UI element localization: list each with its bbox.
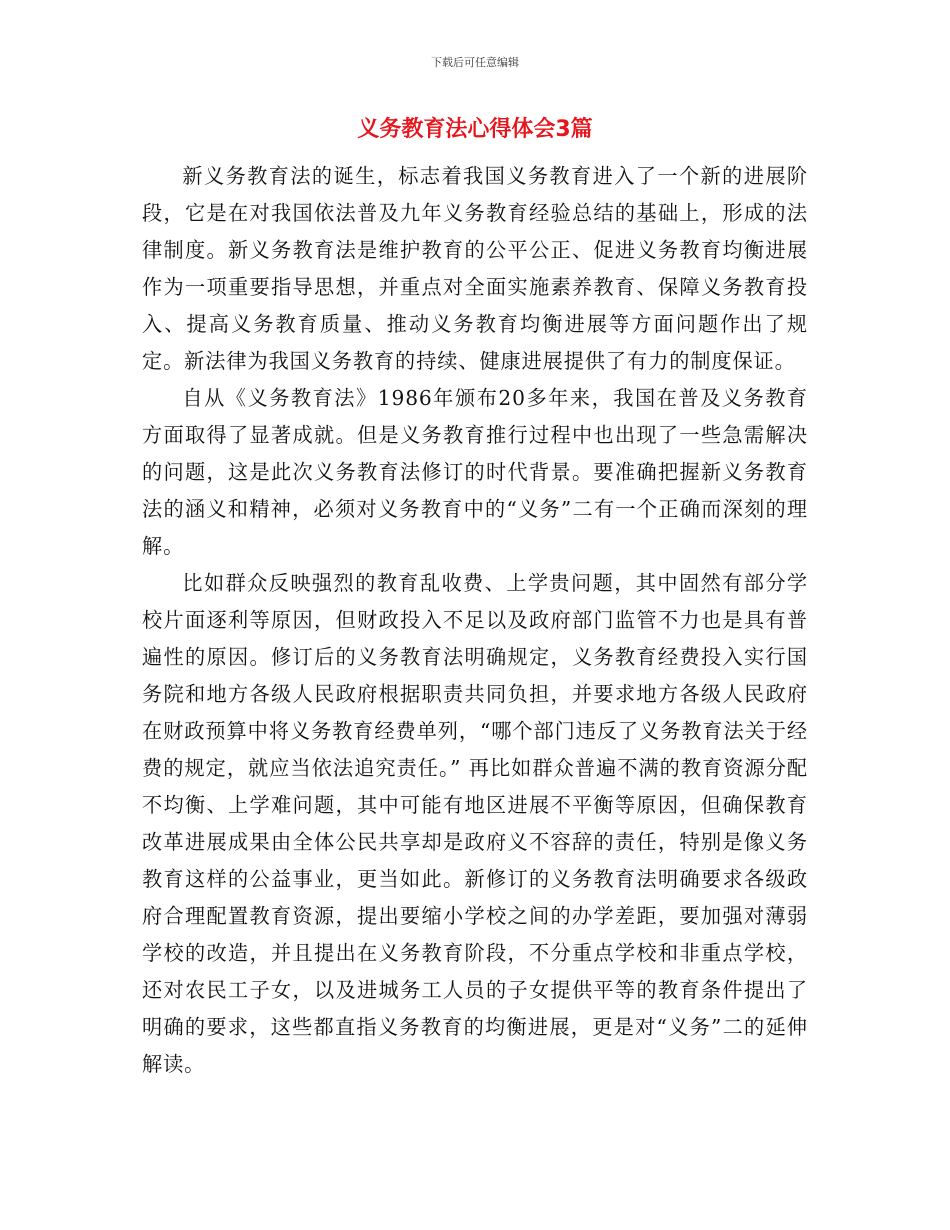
paragraph-3: 比如群众反映强烈的教育乱收费、上学贵问题，其中固然有部分学校片面逐利等原因，但财政投入不足以及政府部门监管不力也是具有普遍性的原因。修订后的义务教育法明确规定，义务教育经费投入实行国务院和地方各级人民政府根据职责共同负担，并要求地方各级人民政府在财政预算中将义务教育经费单列，“哪个部门违反了义务教育法关于经费的规定，就应当依法追究责任。” 再比如群众普遍不满的教育资源分配不均衡、上学难问题，其中可能有地区进展不平衡等原因，但确保教育改革进展成果由全体公民共享却是政府义不容辞的责任，特别是像义务教育这样的公益事业，更当如此。新修订的义务教育法明确要求各级政府合理配置教育资源，提出要缩小学校之间的办学差距，要加强对薄弱学校的改造，并且提出在义务教育阶段，不分重点学校和非重点学校，还对农民工子女，以及进城务工人员的子女提供平等的教育条件提出了明确的要求，这些都直指义务教育的均衡进展，更是对“义务”二的延伸解读。 <box>142 571 808 1076</box>
document-title: 义务教育法心得体会3篇 <box>357 117 593 142</box>
paragraph-2: 自从《义务教育法》1986年颁布20多年来，我国在普及义务教育方面取得了显著成就。但是义务教育推行过程中也出现了一些急需解决的问题，这是此次义务教育法修订的时代背景。要准确把握新义务教育法的涵义和精神，必须对义务教育中的“义务”二有一个正确而深刻的理解。 <box>142 386 808 558</box>
document-body <box>142 158 808 1083</box>
paragraph-1: 新义务教育法的诞生，标志着我国义务教育进入了一个新的进展阶段，它是在对我国依法普及九年义务教育经验总结的基础上，形成的法律制度。新义务教育法是维护教育的公平公正、促进义务教育均衡进展作为一项重要指导思想，并重点对全面实施素养教育、保障义务教育投入、提高义务教育质量、推动义务教育均衡进展等方面问题作出了规定。新法律为我国义务教育的持续、健康进展提供了有力的制度保证。 <box>142 164 808 373</box>
page-header-note: 下载后可任意编辑 <box>431 56 519 69</box>
